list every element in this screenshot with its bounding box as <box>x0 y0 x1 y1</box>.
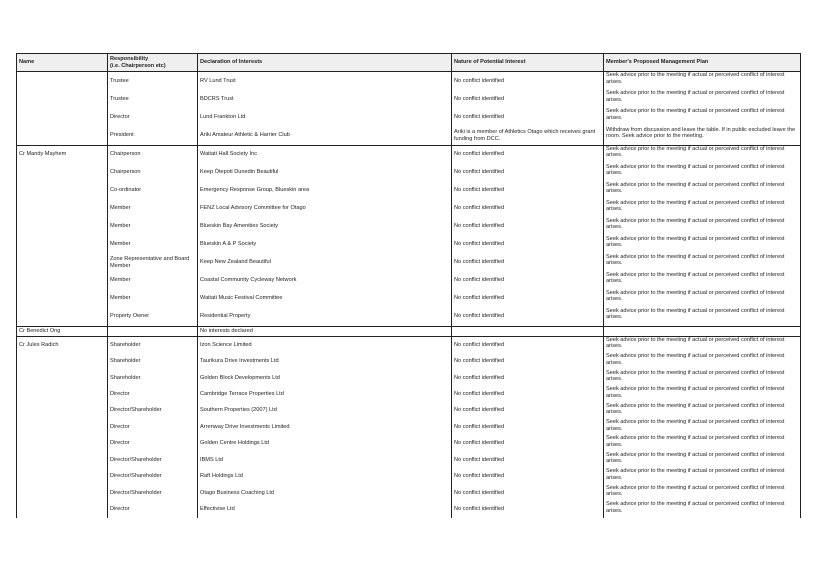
table-row <box>17 468 801 484</box>
member-name-cell <box>17 353 108 369</box>
responsibility-cell: Co-ordinator <box>108 182 198 200</box>
declaration-cell: Blueskin A & P Society <box>198 236 452 254</box>
responsibility-cell: Zone Representative and Board Member <box>108 254 198 272</box>
member-name-cell: Cr Mandy Mayhem <box>17 145 108 164</box>
declaration-cell: Waitati Music Festival Committee <box>198 290 452 308</box>
declaration-cell: Taurikura Drive Investments Ltd <box>198 353 452 369</box>
member-name-cell <box>17 485 108 501</box>
nature-cell: No conflict identified <box>452 485 604 501</box>
header-nature: Nature of Potential Interest <box>452 54 604 72</box>
management-plan-cell: Seek advice prior to the meeting if actual or perceived conflict of interest arises. <box>604 272 801 290</box>
header-row <box>17 54 801 72</box>
responsibility-cell: President <box>108 127 198 146</box>
nature-cell: No conflict identified <box>452 200 604 218</box>
management-plan-cell: Seek advice prior to the meeting if actual or perceived conflict of interest arises. <box>604 501 801 517</box>
management-plan-cell: Seek advice prior to the meeting if actual or perceived conflict of interest arises. <box>604 370 801 386</box>
member-name-cell <box>17 200 108 218</box>
management-plan-cell: Seek advice prior to the meeting if actual or perceived conflict of interest arises. <box>604 72 801 91</box>
nature-cell: No conflict identified <box>452 370 604 386</box>
responsibility-cell: Member <box>108 200 198 218</box>
responsibility-cell: Member <box>108 218 198 236</box>
nature-cell: No conflict identified <box>452 419 604 435</box>
management-plan-cell: Seek advice prior to the meeting if actual or perceived conflict of interest arises. <box>604 236 801 254</box>
declaration-cell: Cambridge Terrace Properties Ltd <box>198 386 452 402</box>
member-name-cell <box>17 435 108 451</box>
nature-cell: No conflict identified <box>452 272 604 290</box>
member-name-cell <box>17 290 108 308</box>
responsibility-cell: Director <box>108 419 198 435</box>
member-name-cell <box>17 182 108 200</box>
table-row <box>17 236 801 254</box>
table-row <box>17 200 801 218</box>
responsibility-cell: Trustee <box>108 90 198 108</box>
management-plan-cell: Seek advice prior to the meeting if actual or perceived conflict of interest arises. <box>604 182 801 200</box>
management-plan-cell: Seek advice prior to the meeting if actual or perceived conflict of interest arises. <box>604 308 801 327</box>
declaration-cell: Emergency Response Group, Blueskin area <box>198 182 452 200</box>
member-name-cell <box>17 419 108 435</box>
table-row <box>17 164 801 182</box>
table-row <box>17 435 801 451</box>
member-name-cell <box>17 370 108 386</box>
table-row <box>17 326 801 336</box>
header-declaration: Declaration of Interests <box>198 54 452 72</box>
responsibility-cell: Shareholder <box>108 353 198 369</box>
header-name: Name <box>17 54 108 72</box>
member-group <box>17 145 801 326</box>
management-plan-cell: Seek advice prior to the meeting if actual or perceived conflict of interest arises. <box>604 336 801 353</box>
nature-cell: No conflict identified <box>452 290 604 308</box>
declaration-cell: Raft Holdings Ltd <box>198 468 452 484</box>
declaration-cell: Waitati Hall Society Inc <box>198 145 452 164</box>
management-plan-cell: Seek advice prior to the meeting if actual or perceived conflict of interest arises. <box>604 386 801 402</box>
member-name-cell <box>17 218 108 236</box>
responsibility-cell: Director/Shareholder <box>108 485 198 501</box>
table-row <box>17 403 801 419</box>
management-plan-cell: Seek advice prior to the meeting if actual or perceived conflict of interest arises. <box>604 254 801 272</box>
member-name-cell <box>17 452 108 468</box>
header-plan: Member's Proposed Management Plan <box>604 54 801 72</box>
declaration-cell: Golden Centre Holdings Ltd <box>198 435 452 451</box>
nature-cell: No conflict identified <box>452 164 604 182</box>
declaration-cell: BDCRS Trust <box>198 90 452 108</box>
declaration-cell: IBMS Ltd <box>198 452 452 468</box>
declaration-cell: Keep Ōtepoti Dunedin Beautiful <box>198 164 452 182</box>
management-plan-cell: Seek advice prior to the meeting if actual or perceived conflict of interest arises. <box>604 200 801 218</box>
management-plan-cell: Seek advice prior to the meeting if actual or perceived conflict of interest arises. <box>604 485 801 501</box>
nature-cell: No conflict identified <box>452 108 604 126</box>
responsibility-cell: Member <box>108 236 198 254</box>
table-row <box>17 485 801 501</box>
member-name-cell <box>17 108 108 126</box>
member-name-cell <box>17 254 108 272</box>
member-name-cell <box>17 72 108 91</box>
member-name-cell <box>17 164 108 182</box>
management-plan-cell: Seek advice prior to the meeting if actual or perceived conflict of interest arises. <box>604 452 801 468</box>
nature-cell: No conflict identified <box>452 386 604 402</box>
nature-cell: No conflict identified <box>452 501 604 517</box>
table-row <box>17 182 801 200</box>
responsibility-cell: Director <box>108 386 198 402</box>
declaration-cell: No interests declared <box>198 326 452 336</box>
member-name-cell <box>17 308 108 327</box>
management-plan-cell: Seek advice prior to the meeting if actual or perceived conflict of interest arises. <box>604 353 801 369</box>
responsibility-cell: Director/Shareholder <box>108 452 198 468</box>
declaration-cell: Golden Block Developments Ltd <box>198 370 452 386</box>
nature-cell: No conflict identified <box>452 145 604 164</box>
member-group <box>17 326 801 336</box>
member-group <box>17 72 801 146</box>
management-plan-cell: Seek advice prior to the meeting if actual or perceived conflict of interest arises. <box>604 90 801 108</box>
management-plan-cell: Seek advice prior to the meeting if actual or perceived conflict of interest arises. <box>604 419 801 435</box>
management-plan-cell: Seek advice prior to the meeting if actual or perceived conflict of interest arises. <box>604 164 801 182</box>
declaration-cell: Arrenway Drive Investments Limited <box>198 419 452 435</box>
nature-cell <box>452 326 604 336</box>
responsibility-cell: Shareholder <box>108 336 198 353</box>
nature-cell: No conflict identified <box>452 468 604 484</box>
table-row <box>17 353 801 369</box>
declaration-cell: Effectivise Ltd <box>198 501 452 517</box>
member-name-cell <box>17 127 108 146</box>
management-plan-cell: Seek advice prior to the meeting if actual or perceived conflict of interest arises. <box>604 403 801 419</box>
member-name-cell <box>17 468 108 484</box>
member-name-cell <box>17 501 108 517</box>
table-row <box>17 108 801 126</box>
responsibility-cell: Director/Shareholder <box>108 468 198 484</box>
responsibility-cell: Director <box>108 501 198 517</box>
member-name-cell <box>17 90 108 108</box>
nature-cell: No conflict identified <box>452 308 604 327</box>
table-row <box>17 452 801 468</box>
declaration-cell: Izon Science Limited <box>198 336 452 353</box>
nature-cell: No conflict identified <box>452 403 604 419</box>
responsibility-cell: Chairperson <box>108 164 198 182</box>
table-row <box>17 127 801 146</box>
table-row <box>17 218 801 236</box>
declaration-cell: Ariki Amateur Athletic & Harrier Club <box>198 127 452 146</box>
management-plan-cell: Seek advice prior to the meeting if actual or perceived conflict of interest arises. <box>604 145 801 164</box>
nature-cell: No conflict identified <box>452 452 604 468</box>
member-group <box>17 336 801 517</box>
interests-register-table <box>16 53 801 518</box>
responsibility-cell: Member <box>108 290 198 308</box>
management-plan-cell: Withdraw from discussion and leave the table. If in public excluded leave the room. Seek advice prior to the meeting. <box>604 127 801 146</box>
declaration-cell: RV Lund Trust <box>198 72 452 91</box>
responsibility-cell: Shareholder <box>108 370 198 386</box>
member-name-cell: Cr Benedict Ong <box>17 326 108 336</box>
declaration-cell: Otago Business Coaching Ltd <box>198 485 452 501</box>
declaration-cell: FENZ Local Advisory Committee for Otago <box>198 200 452 218</box>
table-row <box>17 308 801 327</box>
management-plan-cell <box>604 326 801 336</box>
table-row <box>17 272 801 290</box>
header-responsibility-line2: (i.e. Chairperson etc) <box>110 62 166 69</box>
responsibility-cell: Chairperson <box>108 145 198 164</box>
declaration-cell: Lund Frankton Ltd <box>198 108 452 126</box>
header-responsibility-line1: Responsibility <box>110 55 149 62</box>
table-row <box>17 72 801 91</box>
table-row <box>17 370 801 386</box>
table-row <box>17 386 801 402</box>
responsibility-cell: Member <box>108 272 198 290</box>
member-name-cell <box>17 403 108 419</box>
declaration-cell: Keep New Zealand Beautiful <box>198 254 452 272</box>
declaration-cell: Coastal Community Cycleway Network <box>198 272 452 290</box>
table-row <box>17 501 801 517</box>
nature-cell: Ariki is a member of Athletics Otago which receives grant funding from DCC. <box>452 127 604 146</box>
nature-cell: No conflict identified <box>452 90 604 108</box>
nature-cell: No conflict identified <box>452 435 604 451</box>
responsibility-cell: Director <box>108 435 198 451</box>
responsibility-cell: Director <box>108 108 198 126</box>
nature-cell: No conflict identified <box>452 218 604 236</box>
table-row <box>17 419 801 435</box>
table-row <box>17 145 801 164</box>
member-name-cell: Cr Jules Radich <box>17 336 108 353</box>
management-plan-cell: Seek advice prior to the meeting if actual or perceived conflict of interest arises. <box>604 468 801 484</box>
management-plan-cell: Seek advice prior to the meeting if actual or perceived conflict of interest arises. <box>604 218 801 236</box>
nature-cell: No conflict identified <box>452 182 604 200</box>
table-row <box>17 290 801 308</box>
management-plan-cell: Seek advice prior to the meeting if actual or perceived conflict of interest arises. <box>604 435 801 451</box>
nature-cell: No conflict identified <box>452 353 604 369</box>
member-name-cell <box>17 272 108 290</box>
member-name-cell <box>17 386 108 402</box>
management-plan-cell: Seek advice prior to the meeting if actual or perceived conflict of interest arises. <box>604 290 801 308</box>
responsibility-cell: Director/Shareholder <box>108 403 198 419</box>
nature-cell: No conflict identified <box>452 236 604 254</box>
declaration-cell: Residential Property <box>198 308 452 327</box>
responsibility-cell: Trustee <box>108 72 198 91</box>
management-plan-cell: Seek advice prior to the meeting if actual or perceived conflict of interest arises. <box>604 108 801 126</box>
nature-cell: No conflict identified <box>452 336 604 353</box>
declaration-cell: Blueskin Bay Amenities Society <box>198 218 452 236</box>
table-row <box>17 336 801 353</box>
responsibility-cell: Property Owner <box>108 308 198 327</box>
table-row <box>17 254 801 272</box>
declaration-cell: Southern Properties (2007) Ltd <box>198 403 452 419</box>
nature-cell: No conflict identified <box>452 72 604 91</box>
table-row <box>17 90 801 108</box>
nature-cell: No conflict identified <box>452 254 604 272</box>
header-responsibility <box>108 54 198 72</box>
member-name-cell <box>17 236 108 254</box>
responsibility-cell <box>108 326 198 336</box>
